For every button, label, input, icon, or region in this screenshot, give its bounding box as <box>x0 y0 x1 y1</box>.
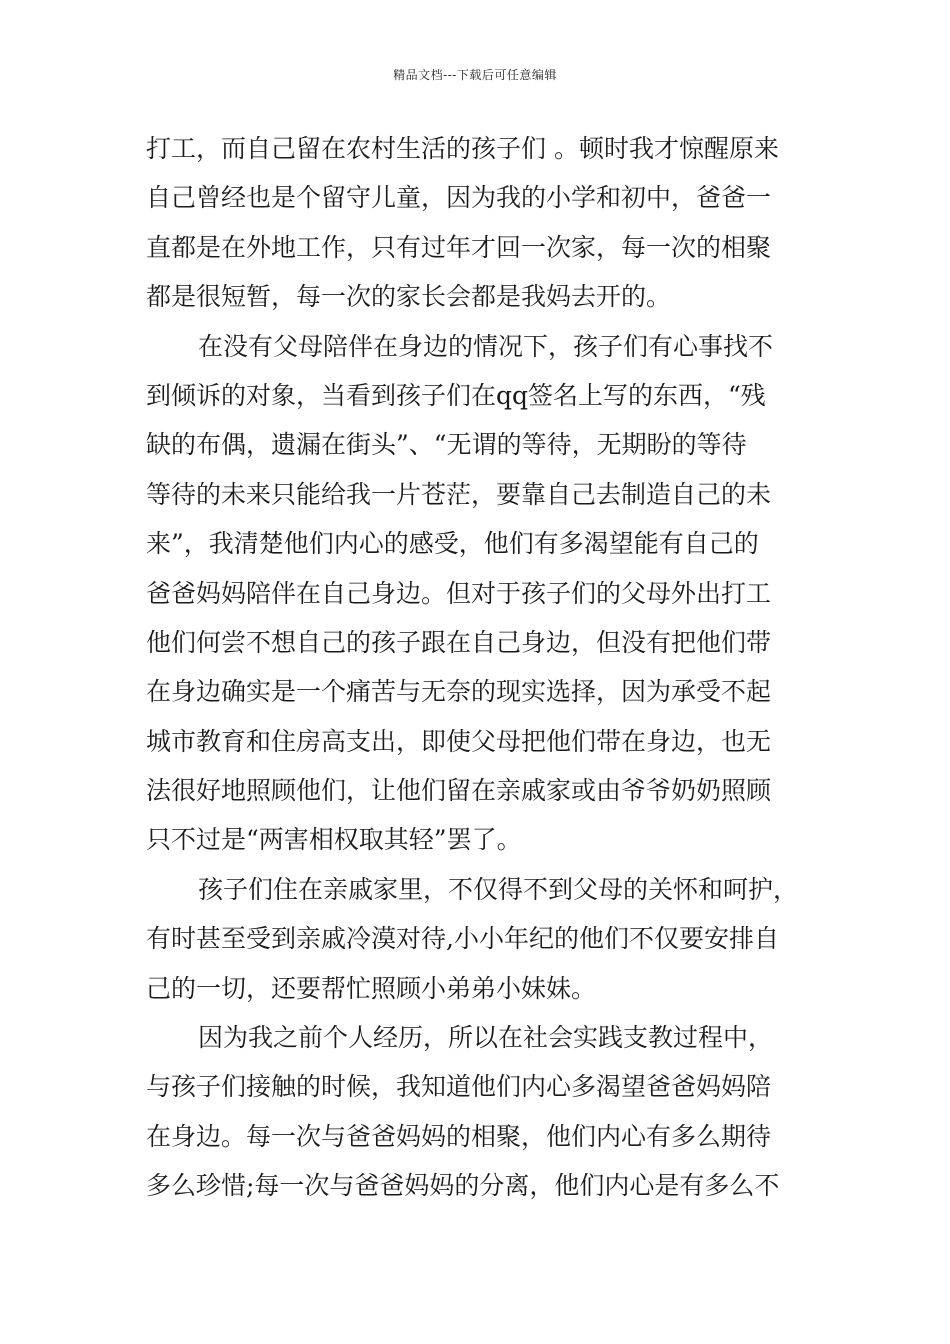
text-line: 在没有父母陪伴在身边的情况下，孩子们有心事找不 <box>198 331 774 361</box>
text-line: 有时甚至受到亲戚冷漠对待,小小年纪的他们不仅要安排自 <box>146 924 779 954</box>
text-line: 城市教育和住房高支出，即使父母把他们带在身边，也无 <box>146 726 772 756</box>
text-line: 己的一切，还要帮忙照顾小弟弟小妹妹。 <box>146 973 597 1003</box>
text-line: 多么珍惜;每一次与爸爸妈妈的分离，他们内心是有多么不 <box>146 1171 780 1201</box>
text-line: 只不过是“两害相权取其轻”罢了。 <box>146 825 522 855</box>
text-line: 等待的未来只能给我一片苍茫，要靠自己去制造自己的未 <box>146 479 772 509</box>
text-line: 都是很短暂，每一次的家长会都是我妈去开的。 <box>146 282 672 312</box>
text-line: 到倾诉的对象，当看到孩子们在qq签名上写的东西，“残 <box>146 380 766 410</box>
text-line: 与孩子们接触的时候，我知道他们内心多渴望爸爸妈妈陪 <box>146 1072 772 1102</box>
text-line: 法很好地照顾他们，让他们留在亲戚家或由爷爷奶奶照顾 <box>146 776 772 806</box>
document-body <box>146 124 812 1211</box>
text-line: 缺的布偶，遗漏在街头”、“无谓的等待，无期盼的等待 <box>146 430 747 460</box>
text-line: 爸爸妈妈陪伴在自己身边。但对于孩子们的父母外出打工 <box>146 578 772 608</box>
text-line: 孩子们住在亲戚家里，不仅得不到父母的关怀和呵护， <box>198 874 799 904</box>
text-line: 自己曾经也是个留守儿童，因为我的小学和初中，爸爸一 <box>146 183 772 213</box>
text-line: 打工，而自己留在农村生活的孩子们 。顿时我才惊醒原来 <box>146 134 779 163</box>
text-line: 来”，我清楚他们内心的感受，他们有多渴望能有自己的 <box>146 529 759 559</box>
page-header: 精品文档---下载后可任意编辑 <box>393 68 557 82</box>
text-line: 直都是在外地工作，只有过年才回一次家，每一次的相聚 <box>146 232 772 262</box>
text-line: 他们何尝不想自己的孩子跟在自己身边，但没有把他们带 <box>146 627 772 657</box>
text-line: 因为我之前个人经历，所以在社会实践支教过程中， <box>198 1023 774 1053</box>
text-line: 在身边确实是一个痛苦与无奈的现实选择，因为承受不起 <box>146 677 772 707</box>
text-line: 在身边。每一次与爸爸妈妈的相聚，他们内心有多么期待 <box>146 1121 772 1151</box>
